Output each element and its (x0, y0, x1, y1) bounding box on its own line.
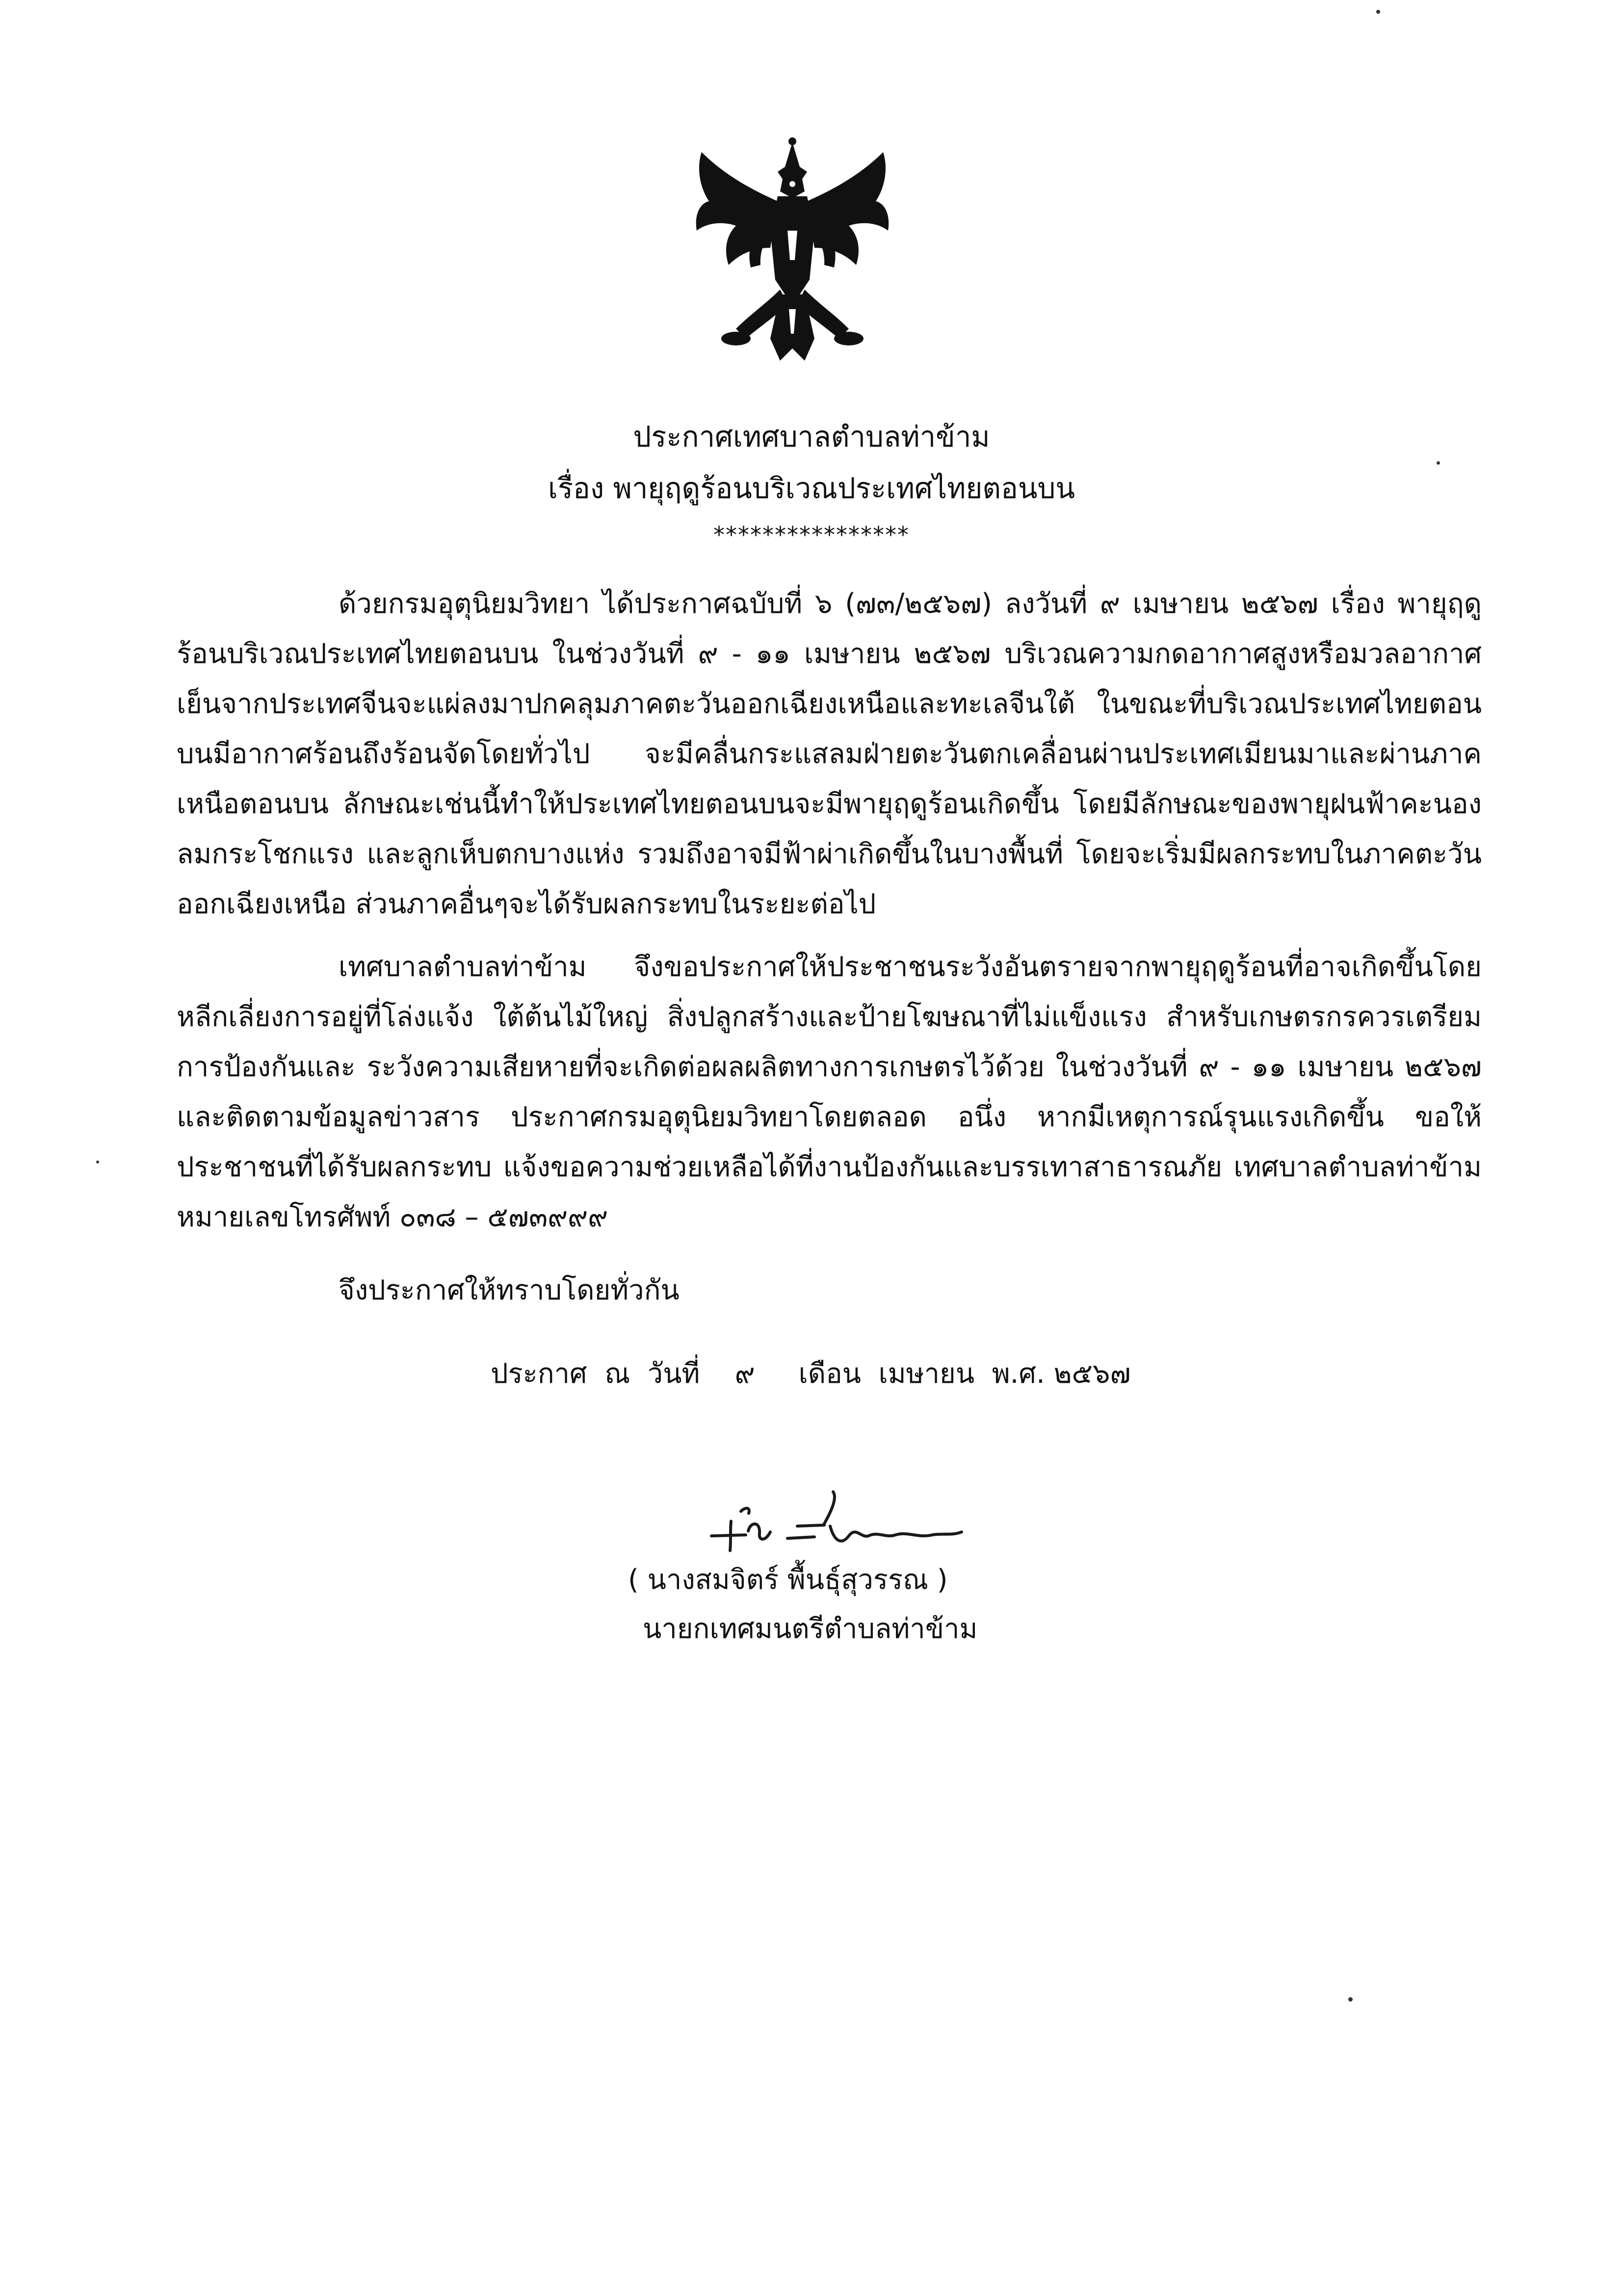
announcement-date: ประกาศ ณ วันที่ ๙ เดือน เมษายน พ.ศ. ๒๕๖๗ (491, 1358, 1131, 1390)
closing-statement: จึงประกาศให้ทราบโดยทั่วกัน (339, 1274, 680, 1306)
body-paragraph-1 (177, 579, 1482, 929)
signer-name: ( นางสมจิตร์ พื้นธุ์สุวรรณ ) (628, 1564, 948, 1596)
document-subject: เรื่อง พายุฤดูร้อนบริเวณประเทศไทยตอนบน (548, 472, 1075, 505)
body-paragraph-2 (177, 942, 1482, 1242)
document-title: ประกาศเทศบาลตำบลท่าข้าม (633, 420, 990, 453)
scan-speck (96, 1161, 99, 1163)
scan-speck (1348, 1997, 1353, 2002)
paragraph-text: เทศบาลตำบลท่าข้าม จึงขอประกาศให้ประชาชนระวังอันตรายจากพายุฤดูร้อนที่อาจเกิดขึ้นโดยหลีกเลี่ยงการอยู่ที่โล่งแจ้ง ใต้ต้นไม้ใหญ่ สิ่งปลูกสร้างและป้ายโฆษณาที่ไม่แข็งแรง สำหรับเกษตรกรควรเตรียมการป้องกันและ ระวังความเสียหายที่จะเกิดต่อผลผลิตทางการเกษตรไว้ด้วย ในช่วงวันที่ ๙ - ๑๑ เมษายน ๒๕๖๗ และติดตามข้อมูลข่าวสาร ประกาศกรมอุตุนิยมวิทยาโดยตลอด อนึ่ง หากมีเหตุการณ์รุนแรงเกิดขึ้น ขอให้ประชาชนที่ได้รับผลกระทบ แจ้งขอความช่วยเหลือได้ที่งานป้องกันและบรรเทาสาธารณภัย เทศบาลตำบลท่าข้าม หมายเลขโทรศัพท์ ๐๓๘ – ๕๗๓๙๙๙ (177, 951, 1482, 1233)
title-separator: **************** (713, 522, 910, 548)
signer-position: นายกเทศมนตรีตำบลท่าข้าม (643, 1613, 978, 1645)
scan-speck (1376, 10, 1380, 14)
scan-speck (1437, 461, 1440, 465)
garuda-emblem-icon (682, 132, 903, 368)
paragraph-text: ด้วยกรมอุตุนิยมวิทยา ได้ประกาศฉบับที่ ๖ (๗๓/๒๕๖๗) ลงวันที่ ๙ เมษายน ๒๕๖๗ เรื่อง พายุฤดูร้อนบริเวณประเทศไทยตอนบน ในช่วงวันที่ ๙ - ๑๑ เมษายน ๒๕๖๗ บริเวณความกดอากาศสูงหรือมวลอากาศเย็นจากประเทศจีนจะแผ่ลงมาปกคลุมภาคตะวันออกเฉียงเหนือและทะเลจีนใต้ ในขณะที่บริเวณประเทศไทยตอนบนมีอากาศร้อนถึงร้อนจัดโดยทั่วไป จะมีคลื่นกระแสลมฝ่ายตะวันตกเคลื่อนผ่านประเทศเมียนมาและผ่านภาคเหนือตอนบน ลักษณะเช่นนี้ทำให้ประเทศไทยตอนบนจะมีพายุฤดูร้อนเกิดขึ้น โดยมีลักษณะของพายุฝนฟ้าคะนอง ลมกระโชกแรง และลูกเห็บตกบางแห่ง รวมถึงอาจมีฟ้าผ่าเกิดขึ้นในบางพื้นที่ โดยจะเริ่มมีผลกระทบในภาคตะวันออกเฉียงเหนือ ส่วนภาคอื่นๆจะได้รับผลกระทบในระยะต่อไป (177, 588, 1482, 920)
handwritten-signature-icon (702, 1477, 976, 1570)
